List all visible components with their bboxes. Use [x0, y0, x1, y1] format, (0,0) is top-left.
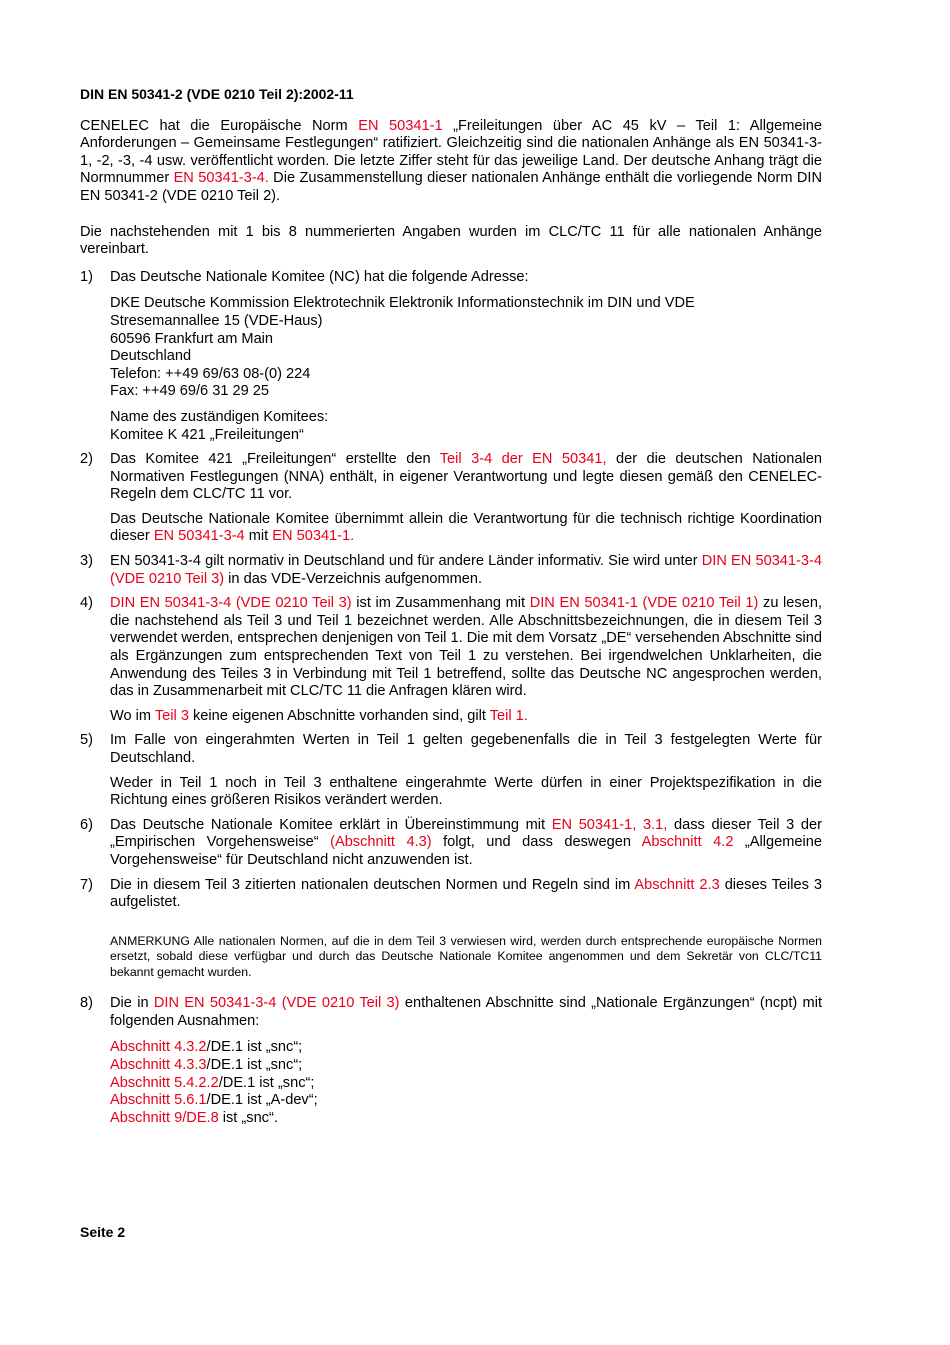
item-5-text	[110, 732, 822, 767]
text-segment: Weder in Teil 1 noch in Teil 3 enthaltene eingerahmte Werte dürfen in einer Projektspezifikation in die Richtung eines größeren Risikos verändert werden.	[110, 774, 822, 809]
norm-reference: Abschnitt 5.4.2.2	[110, 1074, 219, 1091]
norm-reference: Abschnitt 4.3.3	[110, 1057, 207, 1074]
text-segment: /DE.1 ist „A-dev“;	[206, 1092, 318, 1109]
exception-line	[110, 1057, 822, 1075]
item-2-text-2	[110, 511, 822, 546]
text-segment: Wo im	[110, 707, 155, 724]
norm-reference: DIN EN 50341-3-4 (VDE 0210 Teil 3)	[110, 553, 822, 587]
committee-line: Komitee K 421 „Freileitungen“	[110, 426, 304, 443]
item-5-text-2	[110, 775, 822, 810]
item-number: 8)	[80, 995, 93, 1012]
item-2-text	[110, 451, 822, 504]
document-page	[80, 86, 822, 1134]
norm-reference: DIN EN 50341-1 (VDE 0210 Teil 1)	[529, 595, 759, 612]
item-4-text	[110, 595, 822, 701]
note-anmerkung: ANMERKUNG Alle nationalen Normen, auf die in dem Teil 3 verwiesen wird, werden durch entsprechende europäische Normen ersetzt, sobald diese verfügbar und durch das Deutsche Nationale Komitee angenommen und dem Sekretär von CLC/TC11 bekannt gemacht wurden.	[110, 933, 822, 979]
text-segment: keine eigenen Abschnitte vorhanden sind, gilt	[188, 707, 490, 724]
norm-reference: EN 50341-3-4	[153, 528, 245, 545]
numbered-list	[80, 269, 822, 1128]
address-line: DKE Deutsche Kommission Elektrotechnik Elektronik Informationstechnik im DIN und VDE	[110, 295, 695, 312]
exception-line	[110, 1110, 822, 1128]
norm-reference: Abschnitt 4.3.2	[110, 1039, 207, 1056]
text-segment: Die in diesem Teil 3 zitierten nationalen deutschen Normen und Regeln sind im	[110, 876, 635, 893]
norm-reference: Teil 1.	[489, 707, 528, 724]
item-number: 4)	[80, 595, 93, 612]
exceptions-list	[110, 1039, 822, 1127]
item-3-text	[110, 553, 822, 588]
norm-reference: Abschnitt 4.2	[641, 834, 734, 851]
norm-reference: Teil 3	[154, 707, 189, 724]
list-item-5	[80, 732, 822, 809]
item-7-text	[110, 877, 822, 912]
text-segment: dieses Teiles 3 aufgelistet.	[110, 876, 822, 911]
item-number: 3)	[80, 553, 93, 570]
text-segment: EN 50341-3-4 gilt normativ in Deutschland und für andere Länder informativ. Sie wird unter	[110, 553, 702, 570]
text-segment: Das Deutsche Nationale Komitee übernimmt allein die Verantwortung für die technisch richtige Koordination dieser	[110, 510, 822, 545]
address-line: Stresemannallee 15 (VDE-Haus)	[110, 312, 323, 329]
address-line: 60596 Frankfurt am Main	[110, 330, 274, 347]
text-segment: /DE.1 ist „snc“;	[206, 1039, 303, 1056]
list-item-8	[80, 995, 822, 1127]
text-segment: Im Falle von eingerahmten Werten in Teil 1 gelten gegebenenfalls die in Teil 3 festgelegten Werte für Deutschland.	[110, 732, 822, 766]
text-segment: Das Deutsche Nationale Komitee erklärt in Übereinstimmung mit	[110, 816, 552, 833]
norm-reference: DIN EN 50341-3-4 (VDE 0210 Teil 3)	[153, 995, 400, 1012]
page-number: Seite 2	[80, 1224, 126, 1240]
text-segment: /DE.1 ist „snc“;	[206, 1057, 303, 1074]
address-line: Deutschland	[110, 348, 192, 365]
item-number: 1)	[80, 268, 93, 285]
text-segment: „Freileitungen über AC 45 kV – Teil 1: Allgemeine Anforderungen – Gemeinsame Festlegungen“ ratifiziert. Gleichzeitig sind die nationalen Anhänge als EN 50341-3-1, -2, -3, -4 usw. veröffentlicht worden. Die letzte Ziffer steht für das jeweilige Land. Der deutsche Anhang trägt die Normnummer	[80, 117, 822, 187]
exception-line	[110, 1075, 822, 1093]
list-item-2	[80, 451, 822, 546]
text-segment: CENELEC hat die Europäische Norm	[80, 117, 359, 134]
list-item-6	[80, 817, 822, 870]
item-1-text	[110, 269, 822, 287]
norm-reference: Abschnitt 9/DE.8	[110, 1109, 219, 1126]
item-number: 2)	[80, 451, 93, 468]
norm-reference: Teil 3-4 der EN 50341,	[439, 451, 607, 468]
text-segment: Die nachstehenden mit 1 bis 8 nummerierten Angaben wurden im CLC/TC 11 für alle nationalen Anhänge vereinbart.	[80, 223, 822, 258]
norm-reference: EN 50341-1.	[272, 528, 355, 545]
norm-reference: EN 50341-3-4.	[173, 170, 269, 187]
text-segment: ist im Zusammenhang mit	[351, 595, 530, 612]
text-segment: zu lesen, die nachstehend als Teil 3 und Teil 1 bezeichnet werden. Alle Abschnittsbezeichnungen, die in diesem Teil 3 verwendet werden, entsprechen denjenigen von Teil 1. Die mit dem Vorsatz „DE“ versehenden Abschnitte sind als Ergänzungen zum entsprechenden Text von Teil 1 zu verstehen. Bei irgendwelchen Unklarheiten, die Anwendung des Teiles 3 in Verbindung mit Teil 1 betreffend, sollte das Deutsche NC angesprochen werden, das in Zusammenarbeit mit CLC/TC 11 die Anfragen klären wird.	[110, 595, 823, 700]
norm-reference: (Abschnitt 4.3)	[330, 834, 432, 851]
text-segment: „Allgemeine Vorgehensweise“ für Deutschland nicht anzuwenden ist.	[110, 834, 822, 868]
committee-name	[110, 409, 822, 444]
item-6-text	[110, 817, 822, 870]
norm-reference: Abschnitt 2.3	[634, 876, 720, 893]
item-number: 6)	[80, 816, 93, 833]
text-segment: in das VDE-Verzeichnis aufgenommen.	[224, 570, 483, 587]
list-item-7	[80, 877, 822, 981]
list-item-1	[80, 269, 822, 444]
item-8-text	[110, 995, 822, 1030]
norm-reference: DIN EN 50341-3-4 (VDE 0210 Teil 3)	[110, 595, 352, 612]
norm-reference: EN 50341-1	[358, 117, 443, 134]
list-item-4	[80, 595, 822, 725]
address-line: Telefon: ++49 69/63 08-(0) 224	[110, 365, 311, 382]
text-segment: folgt, und dass deswegen	[431, 834, 642, 851]
norm-reference: Abschnitt 5.6.1	[110, 1092, 207, 1109]
text-segment: Die in	[110, 995, 154, 1012]
text-segment: ist „snc“.	[218, 1109, 278, 1126]
intro-paragraph-2	[80, 224, 822, 259]
address-line: Fax: ++49 69/6 31 29 25	[110, 383, 270, 400]
committee-line: Name des zuständigen Komitees:	[110, 408, 329, 425]
exception-line	[110, 1092, 822, 1110]
item-4-text-2	[110, 708, 822, 726]
exception-line	[110, 1039, 822, 1057]
norm-reference: EN 50341-1, 3.1,	[551, 816, 668, 833]
text-segment: Das Deutsche Nationale Komitee (NC) hat die folgende Adresse:	[110, 268, 529, 285]
text-segment: Die Zusammenstellung dieser nationalen Anhänge enthält die vorliegende Norm DIN EN 50341-2 (VDE 0210 Teil 2).	[80, 170, 822, 204]
text-segment: enthaltenen Abschnitte sind „Nationale Ergänzungen“ (ncpt) mit folgenden Ausnahmen:	[110, 995, 822, 1029]
intro-paragraph-1	[80, 118, 822, 206]
text-segment: mit	[244, 528, 273, 545]
text-segment: der die deutschen Nationalen Normativen Festlegungen (NNA) enthält, in eigener Verantwortung und legte diesen gemäß den CENELEC-Regeln dem CLC/TC 11 vor.	[110, 451, 822, 503]
text-segment: /DE.1 ist „snc“;	[218, 1074, 315, 1091]
item-number: 5)	[80, 732, 93, 749]
text-segment: Das Komitee 421 „Freileitungen“ erstellte den	[110, 451, 440, 468]
text-segment: dass dieser Teil 3 der „Empirischen Vorgehensweise“	[110, 816, 822, 851]
list-item-3	[80, 553, 822, 588]
document-header-title: DIN EN 50341-2 (VDE 0210 Teil 2):2002-11	[80, 86, 354, 102]
committee-address	[110, 295, 822, 401]
item-number: 7)	[80, 876, 93, 893]
